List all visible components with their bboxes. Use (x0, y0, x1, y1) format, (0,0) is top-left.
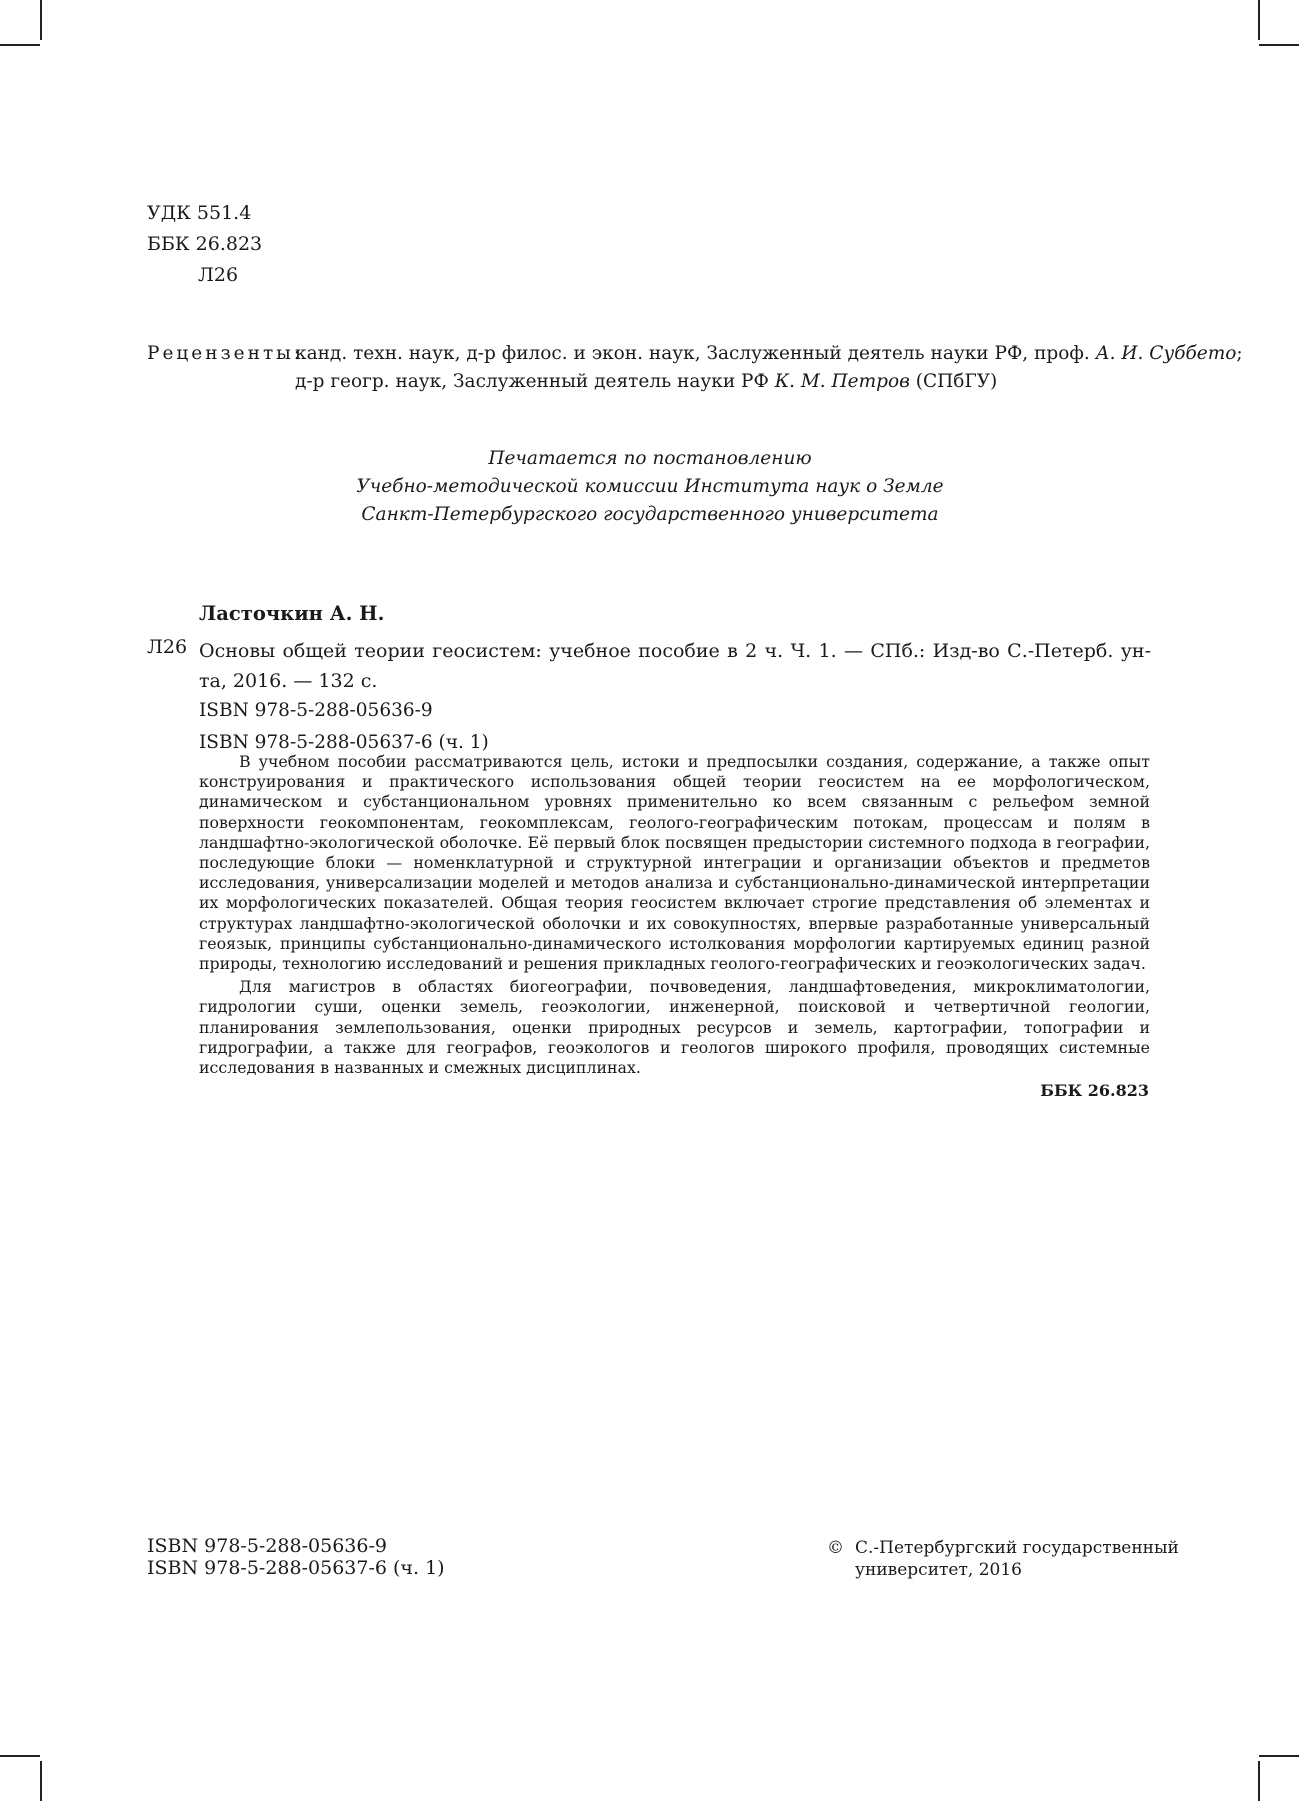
isbn-1: ISBN 978-5-288-05636-9 (199, 700, 433, 721)
bbk-final: ББК 26.823 (1040, 1081, 1149, 1100)
reviewer-line-1: канд. техн. наук, д-р филос. и экон. наук, Заслуженный деятель науки РФ, проф. А. И. Суббето; (295, 343, 1243, 364)
copyright (827, 1537, 1179, 1581)
copyright-line: С.-Петербургский государственный (855, 1538, 1179, 1558)
crop-mark (40, 0, 42, 40)
crop-mark (1259, 1755, 1299, 1757)
reviewer-name-2: К. М. Петров (774, 371, 910, 392)
copyright-line: университет, 2016 (855, 1560, 1022, 1580)
crop-mark (1258, 0, 1260, 40)
author-mark: Л26 (198, 264, 239, 286)
classification-codes (147, 198, 262, 291)
footer-isbn-2: ISBN 978-5-288-05637-6 (ч. 1) (147, 1557, 445, 1579)
author-mark: Л26 (147, 636, 188, 658)
crop-mark (1258, 1761, 1260, 1801)
crop-mark (0, 44, 40, 46)
crop-mark (40, 1761, 42, 1801)
crop-mark (1259, 44, 1299, 46)
footer-isbn-1: ISBN 978-5-288-05636-9 (147, 1535, 387, 1557)
abstract-paragraph: В учебном пособии рассматриваются цель, истоки и предпосылки создания, содержание, а также опыт конструирования и практического использования общей теории геосистем на ее морфологическом, динамическом и субстанциональном уровнях применительно ко всем связанным с рельефом земной поверхности геокомпонентам, геокомплексам, геолого-географическим потокам, процессам и полям в ландшафтно-экологической оболочке. Её первый блок посвящен предыстории системного подхода в географии, последующие блоки — номенклатурной и структурной интеграции и организации объектов и предметов исследования, универсализации моделей и методов анализа и субстанционально-динамической интерпретации их морфологических показателей. Общая теория геосистем включает строгие представления об элементах и структурах ландшафтно-экологической оболочки и их совокупностях, впервые разработанные универсальный геоязык, принципы субстанционально-динамического истолкования морфологии картируемых единиц разной природы, технологию исследований и решения прикладных геолого-географических и геоэкологических задач. (199, 752, 1150, 974)
book-author: Ласточкин А. Н. (199, 602, 385, 625)
approval-line: Санкт-Петербургского государственного университета (361, 504, 939, 525)
approval-line: Печатается по постановлению (488, 448, 812, 469)
crop-mark (0, 1755, 40, 1757)
reviewer-name-1: А. И. Суббето (1095, 343, 1237, 364)
isbn-2: ISBN 978-5-288-05637-6 (ч. 1) (199, 732, 489, 753)
footer-isbn (147, 1535, 445, 1579)
reviewers-block (147, 340, 1243, 396)
reviewers-label: Рецензенты: (147, 343, 304, 364)
bbk-code: ББК 26.823 (147, 233, 263, 255)
udk-code: УДК 551.4 (147, 202, 252, 224)
abstract-paragraph: Для магистров в областях биогеографии, почвоведения, ландшафтоведения, микроклиматологии, гидрологии суши, оценки земель, геоэкологии, инженерной, поисковой и четвертичной геологии, планирования землепользования, оценки природных ресурсов и земель, картографии, топографии и гидрографии, а также для географов, геоэкологов и геологов широкого профиля, проводящих системные исследования в названных и смежных дисциплинах. (199, 977, 1150, 1078)
book-title: Основы общей теории геосистем: учебное пособие в 2 ч. Ч. 1. — СПб.: Изд-во С.-Петерб. ун-та, 2016. — 132 с. (199, 640, 1151, 692)
approval-line: Учебно-методической комиссии Института наук о Земле (356, 476, 944, 497)
copyright-icon: © (827, 1538, 844, 1558)
approval-note (200, 445, 1100, 529)
reviewer-line-2: д-р геогр. наук, Заслуженный деятель науки РФ К. М. Петров (СПбГУ) (295, 371, 998, 392)
abstract (199, 752, 1150, 1078)
